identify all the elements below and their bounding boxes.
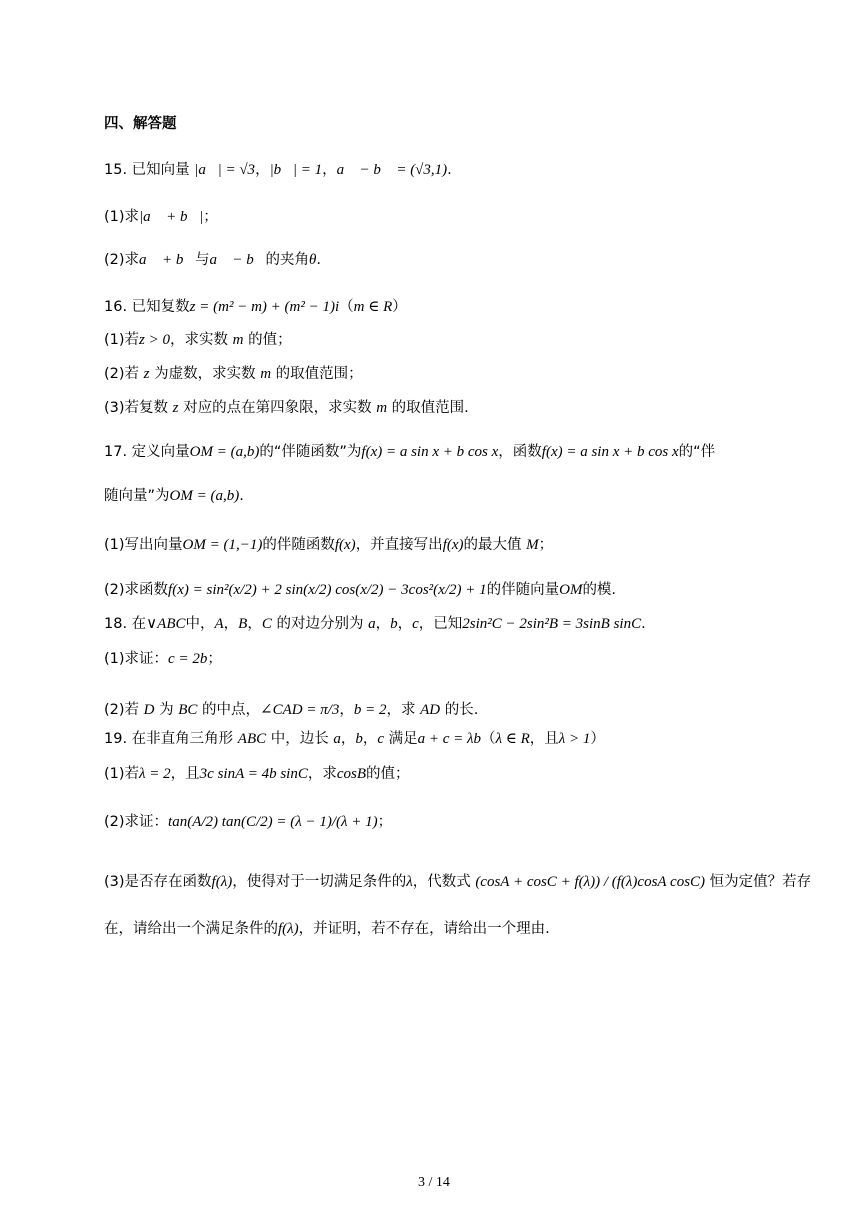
math-expression: m ∈ R <box>353 299 393 315</box>
math-expression: C <box>261 616 272 632</box>
text-span: 的伴随向量 <box>486 582 560 598</box>
text-span: . <box>447 162 452 178</box>
math-expression: m <box>232 332 244 348</box>
math-expression: B <box>238 616 248 632</box>
math-expression: λ > 1 <box>558 731 591 747</box>
math-expression: f(x) = a sin x + b cos x <box>541 444 679 460</box>
text-span: ， <box>397 616 413 632</box>
math-expression: ABC <box>237 731 267 747</box>
math-expression: a⃗ − b⃗ = (√3,1) <box>336 162 448 178</box>
text-span: ） <box>392 299 407 315</box>
text-span: (1)求 <box>104 209 140 225</box>
math-expression: |a⃗ + b⃗| <box>139 209 204 225</box>
text-span: 的取值范围. <box>387 400 469 416</box>
text-span: 的对边分别为 <box>271 616 369 632</box>
text-span: 的伴随函数 <box>262 537 335 553</box>
math-expression: a <box>368 616 376 632</box>
text-span: 与 <box>195 252 210 268</box>
text-span: (2)若 <box>104 702 144 718</box>
text-span: 19. 在非直角三角形 <box>104 731 238 747</box>
text-span: ，使得对于一切满足条件的 <box>232 874 407 890</box>
text-span: ，求 <box>307 766 337 782</box>
text-span: 为虚数，求实数 <box>149 366 261 382</box>
math-expression: c = 2b <box>168 651 208 667</box>
text-span: 为 <box>154 702 179 718</box>
math-expression: ∠CAD = π/3 <box>260 702 340 718</box>
text-span: (1)写出向量 <box>104 537 183 553</box>
text-span: (1)若 <box>104 332 140 348</box>
text-span: . <box>641 616 646 632</box>
math-expression: c <box>412 616 419 632</box>
text-line <box>104 295 407 316</box>
math-expression: λ ∈ R <box>495 731 530 747</box>
math-expression: (cosA + cosC + f(λ)) / (f(λ)cosA cosC) <box>475 874 706 890</box>
text-span: (1)若 <box>104 766 140 782</box>
math-expression: λ <box>406 874 413 890</box>
math-expression: OM = (a,b) <box>169 488 240 504</box>
math-expression: OM <box>559 582 583 598</box>
text-span: ，代数式 <box>412 874 476 890</box>
math-expression: m <box>260 366 272 382</box>
text-span: 的最大值 <box>463 537 527 553</box>
text-span: ； <box>207 651 222 667</box>
text-span: ， <box>362 731 378 747</box>
math-expression: 2sin²C − 2sin²B = 3sinB sinC <box>462 616 642 632</box>
text-span: 的中点， <box>197 702 260 718</box>
text-span: 的“伴 <box>678 444 716 460</box>
text-line <box>104 727 605 748</box>
math-expression: z = (m² − m) + (m² − 1)i <box>189 299 340 315</box>
text-span: 15. 已知向量 <box>104 162 195 178</box>
text-line <box>104 328 292 349</box>
math-expression: BC <box>178 702 198 718</box>
text-span: . <box>239 488 244 504</box>
text-span: 的取值范围； <box>271 366 363 382</box>
math-expression: f(x) = a sin x + b cos x <box>361 444 499 460</box>
text-span: （ <box>339 299 354 315</box>
text-span: ，并证明，若不存在，请给出一个理由. <box>298 921 550 937</box>
text-span: ，已知 <box>418 616 463 632</box>
text-span: 18. 在 <box>104 616 147 632</box>
text-span: 随向量”为 <box>104 488 170 504</box>
text-line <box>104 362 363 383</box>
text-span: ， <box>223 616 239 632</box>
math-expression: tan(A/2) tan(C/2) = (λ − 1)/(λ + 1) <box>168 814 378 830</box>
text-span: ，求实数 <box>170 332 233 348</box>
text-line <box>104 698 478 719</box>
math-expression: z <box>172 400 179 416</box>
math-expression: a <box>333 731 341 747</box>
text-span: 16. 已知复数 <box>104 299 190 315</box>
math-expression: b <box>355 731 363 747</box>
text-span: 对应的点在第四象限，求实数 <box>178 400 377 416</box>
text-span: ， <box>322 162 337 178</box>
text-span: ） <box>590 731 605 747</box>
text-line <box>104 612 646 633</box>
math-expression: z <box>143 366 150 382</box>
text-line <box>104 917 550 938</box>
text-line <box>104 440 715 461</box>
text-span: (2)求证： <box>104 814 169 830</box>
text-span: ， <box>247 616 262 632</box>
text-line <box>104 578 616 599</box>
text-span: ，求 <box>386 702 421 718</box>
math-expression: |b⃗| = 1 <box>269 162 323 178</box>
math-expression: b = 2 <box>353 702 387 718</box>
text-span: (3)是否存在函数 <box>104 874 212 890</box>
section-heading <box>104 112 177 133</box>
text-span: 的夹角 <box>265 252 309 268</box>
text-span: (2)求函数 <box>104 582 169 598</box>
text-span: ， <box>340 731 356 747</box>
math-expression: D <box>143 702 155 718</box>
text-span: (2)求 <box>104 252 140 268</box>
text-line <box>104 810 392 831</box>
text-span: ； <box>203 209 218 225</box>
math-expression: λ = 2 <box>139 766 171 782</box>
math-expression: cosB <box>336 766 367 782</box>
math-expression: M <box>526 537 539 553</box>
text-span: 四、解答题 <box>104 116 177 132</box>
math-expression: a + c = λb <box>417 731 482 747</box>
math-expression: OM = (1,−1) <box>182 537 263 553</box>
math-expression: a⃗ + b⃗ <box>139 252 196 268</box>
text-span: 满足 <box>384 731 418 747</box>
text-line <box>104 205 218 226</box>
text-span: . <box>316 252 321 268</box>
text-span: ； <box>377 814 393 830</box>
text-span: (3)若复数 <box>104 400 173 416</box>
text-span: 在，请给出一个满足条件的 <box>104 921 278 937</box>
math-expression: θ <box>308 252 317 268</box>
text-span: 的值； <box>243 332 292 348</box>
math-expression: 3c sinA = 4b sinC <box>199 766 308 782</box>
text-span: ， <box>255 162 270 178</box>
text-span: ，并直接写出 <box>355 537 443 553</box>
text-span: ，函数 <box>498 444 542 460</box>
text-span: （ <box>481 731 496 747</box>
text-span: 17. 定义向量 <box>104 444 190 460</box>
page-number: 3 / 14 <box>418 1175 450 1190</box>
math-expression: f(λ) <box>278 921 299 937</box>
math-expression: f(x) = sin²(x/2) + 2 sin(x/2) cos(x/2) − 3cos²(x/2) + 1 <box>168 582 487 598</box>
text-span: 的值； <box>366 766 410 782</box>
math-expression: OM = (a,b) <box>189 444 260 460</box>
text-span: 的“伴随函数”为 <box>259 444 362 460</box>
math-expression: b <box>390 616 398 632</box>
math-expression: m <box>376 400 388 416</box>
text-span: 恒为定值？若存 <box>705 874 812 890</box>
text-span: 的长. <box>440 702 479 718</box>
text-line <box>104 870 811 891</box>
text-span: ， <box>375 616 391 632</box>
text-span: 中， <box>185 616 215 632</box>
text-span: (1)求证： <box>104 651 169 667</box>
math-expression: AD <box>420 702 441 718</box>
text-span: ，且 <box>529 731 559 747</box>
text-line <box>104 647 222 668</box>
text-span: ； <box>538 537 554 553</box>
text-span: 中，边长 <box>266 731 334 747</box>
text-span: ， <box>339 702 354 718</box>
text-span: 的模. <box>582 582 617 598</box>
text-line <box>104 533 553 554</box>
math-expression: |a⃗| = √3 <box>194 162 256 178</box>
text-span: (2)若 <box>104 366 144 382</box>
math-expression: z > 0 <box>139 332 171 348</box>
text-line <box>104 762 410 783</box>
math-expression: f(x) <box>442 537 464 553</box>
math-expression: f(λ) <box>211 874 233 890</box>
math-expression: f(x) <box>334 537 356 553</box>
math-expression: a⃗ − b⃗ <box>209 252 266 268</box>
math-expression: A <box>214 616 224 632</box>
text-span: ，且 <box>170 766 200 782</box>
math-expression: c <box>377 731 385 747</box>
text-line <box>104 484 244 505</box>
text-line <box>104 158 452 179</box>
text-line <box>104 248 321 269</box>
text-line <box>104 396 469 417</box>
math-expression: ∨ABC <box>146 616 186 632</box>
